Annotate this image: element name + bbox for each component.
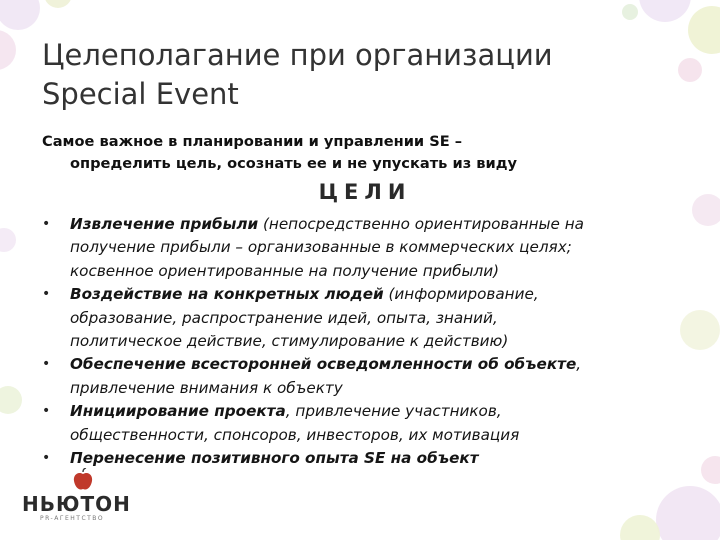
- title-line-1: Целеполагание при организации: [42, 38, 553, 72]
- bullet-icon: •: [42, 403, 51, 420]
- goal-title: Перенесение позитивного опыта SE на объект: [70, 449, 479, 468]
- goal-title: Инициирование проекта: [70, 402, 286, 421]
- bullet-icon: •: [42, 216, 51, 232]
- goal-detail: ,: [576, 355, 582, 374]
- goal-title: Воздействие на конкретных людей: [70, 285, 384, 304]
- bubble-decoration: [688, 6, 720, 54]
- bubble-decoration: [680, 310, 720, 350]
- list-item: [42, 400, 682, 447]
- bubble-decoration: [622, 4, 638, 20]
- logo-subtitle: PR-АГЕНТСТВО: [40, 515, 105, 522]
- goal-title: Обеспечение всесторонней осведомленности об объекте: [70, 355, 577, 374]
- apple-icon: [72, 468, 94, 492]
- bullet-icon: •: [42, 286, 51, 303]
- bubble-decoration: [639, 0, 691, 22]
- bubble-decoration: [678, 58, 702, 82]
- goals-list: [42, 213, 682, 470]
- bubble-decoration: [44, 0, 72, 8]
- goal-detail: образование, распространение идей, опыта, знаний,: [70, 308, 498, 327]
- bullet-icon: •: [42, 356, 51, 373]
- list-item: [42, 283, 682, 353]
- goals-heading: ЦЕЛИ: [318, 180, 412, 204]
- lead-statement: [42, 131, 682, 175]
- bubble-decoration: [0, 386, 22, 414]
- bullet-icon: •: [42, 450, 51, 467]
- goal-detail: (информирование,: [383, 285, 539, 304]
- bubble-decoration: [701, 456, 720, 484]
- goal-title: Извлечение прибыли: [70, 215, 259, 233]
- bubble-decoration: [620, 515, 660, 540]
- lead-line-1: Самое важное в планировании и управлении SE –: [42, 133, 463, 150]
- list-item: [42, 213, 682, 283]
- list-item: [42, 447, 682, 470]
- goal-detail: (непосредственно ориентированные на: [258, 215, 584, 233]
- list-item: [42, 353, 682, 400]
- company-logo: [22, 468, 152, 524]
- bubble-decoration: [656, 486, 720, 540]
- bubble-decoration: [0, 228, 16, 252]
- goal-detail: косвенное ориентированные на получение прибыли): [70, 261, 500, 280]
- lead-line-2: определить цель, осознать ее и не упускать из виду: [70, 155, 518, 172]
- bubble-decoration: [0, 0, 40, 30]
- logo-wordmark: НЬЮТОН: [22, 492, 131, 516]
- goal-detail: политическое действие, стимулирование к действию): [70, 332, 509, 351]
- title-line-2: Special Event: [42, 77, 239, 111]
- goal-detail: общественности, спонсоров, инвесторов, их мотивация: [70, 425, 520, 444]
- goal-detail: получение прибыли – организованные в коммерческих целях;: [70, 238, 572, 257]
- goal-detail: привлечение внимания к объекту: [70, 378, 343, 397]
- slide-title: [42, 36, 662, 114]
- bubble-decoration: [0, 30, 16, 70]
- goal-detail: , привлечение участников,: [285, 402, 502, 421]
